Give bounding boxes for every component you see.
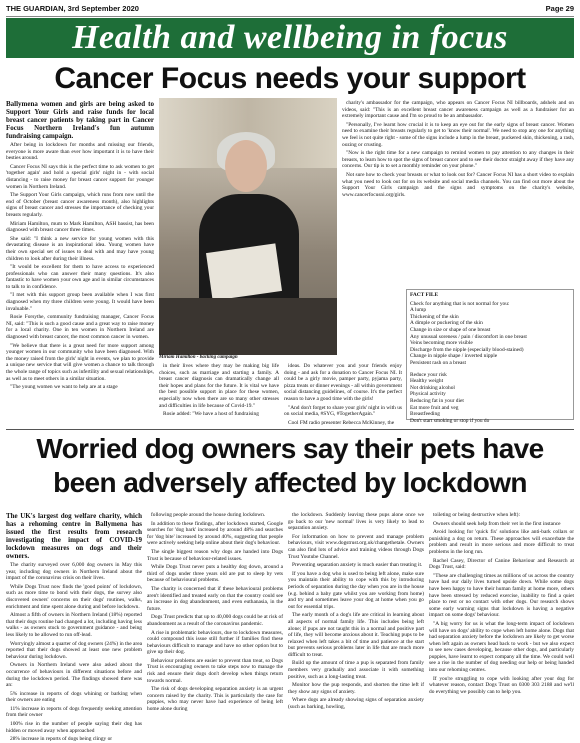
story1-paragraph: charity's ambassador for the campaign, who appears on Cancer Focus NI billboards, adshels and on videos, said: "This is an excellent breast cancer awareness campaign as well as a fundraiser for an extremely important cause and I'm so proud to be an ambassador. [342, 100, 574, 120]
fact-file-item: Thickening of the skin [410, 313, 459, 320]
story2-paragraph: Preventing separation anxiety is much easier than treating it. [292, 562, 423, 569]
story2-paragraph: 5% increase in reports of dogs whining or barking when their owners are eating [6, 690, 142, 704]
photo-table [159, 298, 337, 355]
story1-lead: Ballymena women and girls are being asked to Support Your Girls and raise funds for local breast cancer patients by taking part in Cancer Focus Northern Ireland's fun autumn fundraising campaign. [6, 100, 154, 140]
story1-column-3 [284, 363, 402, 426]
story1-column-4 [342, 100, 574, 286]
photo-face [225, 140, 267, 192]
story1-paragraph: "We believe that there is a great need for more support among younger women in our community who have been diagnosed. With the money raised from the girls' night in events, we plan to provide a unique new service that will give women a chance to talk through the whole range of topics such as infertility and sexual relationships, as well as to meet others in a similar situation. [6, 342, 154, 382]
story2-paragraph: Behaviour problems are easier to prevent than treat, so Dogs Trust is encouraging owners to take steps now to manage the risk and ensure their dogs don't develop when things return towards normal. [147, 657, 283, 684]
fact-file-item: Change in nipple shape / inverted nipple [410, 353, 498, 360]
story1-paragraph: The Support Your Girls campaign, which runs from now until the end of October (breast cancer awareness month), also highlights signs of breast cancer and stresses the importance of checking your breasts regularly. [6, 192, 154, 218]
story1-paragraph: Cool FM radio presenter Rebecca McKinney, the [288, 419, 395, 426]
fact-file-item: Veins becoming more visible [410, 340, 473, 347]
story1-paragraph: She said: "I think a new service for young women with this devastating disease is an inspirational idea. Young women have their own special set of issues to deal with and may have young children to look after during their illness. [6, 235, 154, 262]
story1-paragraph: "Personally, I've learnt how crucial it is to keep an eye out for the early signs of breast cancer. Women need to examine their breasts regularly to get to 'know their normal'. We need to stop any one for anything we feel is not quite right - some of the signs include a lump in the breast, puckered skin, thickening, a rash, oozing or crusting. [342, 121, 574, 148]
story2-paragraph: "A big worry for us is what the long-term impact of lockdown will have on dogs' ability to cope when left home alone. Dogs that had separation anxiety before the lockdown are likely to get worse when left again as owners head back to work - but we also expect to see new cases developing, because other dogs, and particularly puppies, have learnt to expect company all the time. We could well see a rise in the number of dog needing our help or being handed into our rehoming centres. [429, 620, 574, 674]
story2-paragraph: In addition to these findings, after lockdown started, Google searches for 'dog bark' increased by around 48% and searches for 'dog bite' increased by around 40%, suggesting that people were actively seeking help online about their dog's behaviour. [147, 520, 283, 547]
story2-paragraph: the lockdown. Suddenly leaving these pups alone once we go back to our 'new normal' lives is very likely to lead to separation anxiety. [288, 512, 424, 532]
story1-paragraph: in their lives where they may be making big life choices, such as marriage and starting a family. A breast cancer diagnosis can dramatically change all their hopes and plans for the future. It is vital we have the best possible support in place for these women, especially now when there are so many other stresses and difficulties in life because of Covid-19." [159, 363, 279, 409]
fact-file-intro: Check for anything that is not normal for you: [410, 300, 510, 307]
miriam-hamilton-photo [159, 98, 337, 355]
fact-file-box [406, 289, 574, 424]
fact-file-item: Physical activity [410, 391, 446, 398]
story1-paragraph: "It would be excellent for them to have access to experienced professionals who can answer their many questions. It's also fantastic to have women your own age and in similar circumstances to talk to in confidence. [6, 264, 154, 290]
story1-paragraph: Cancer Focus NI says this is the perfect time to ask women to get 'together again' and hold a special girls' night in - with social distancing - to raise money for breast cancer support for younger women in Northern Ireland. [6, 163, 154, 190]
story2-column-3 [288, 512, 424, 734]
story2-paragraph: The charity is concerned that if these behavioural problems aren't identified and treated early on that the country could see an increase in dog abandonment, and even euthanasia, in the future. [147, 585, 283, 612]
story2-paragraph: Almost a fifth of owners in Northern Ireland (18%) reported that their dogs routine had changed a lot, including having less walks - as owners stuck to government guidance - and being less likely to be allowed to run off-lead. [6, 612, 142, 638]
masthead-date: THE GUARDIAN, 3rd September 2020 [6, 4, 139, 13]
story2-paragraph: Build up the amount of time a pup is separated from family members very gradually and associate it with something positive, such as a long-lasting treat. [288, 660, 424, 680]
fact-file-item: Don't start smoking or stop if you do [410, 417, 490, 424]
photo-caption: Miriam Hamilton - backing campaign [159, 355, 238, 360]
page-number: Page 29 [545, 4, 574, 13]
story2-column-4 [429, 512, 574, 734]
story2-paragraph: Where dogs are already showing signs of separation anxiety (such as barking, howling, [288, 697, 424, 711]
fact-file-item: Discharge from the nipple (especially blood-stained) [410, 346, 524, 353]
story2-paragraph: If you're struggling to cope with looking after your dog for whatever reason, contact Dogs Trust on 0300 303 2188 and we'll do everything we possibly can to help you. [429, 675, 574, 695]
story2-column-2 [147, 512, 283, 734]
story2-paragraph: A rise in problematic behaviours, due to lockdown measures, could compound this issue still further if families find these behaviours difficult to manage and have no other option but to give up their dog. [147, 629, 283, 656]
story1-paragraph: ideas. Do whatever you and your friends enjoy doing - and ask for a donation to Cancer Focus NI. It could be a girly movie, pamper party, pyjama party, pizza treats or dinner evenings - all within government social distancing guidelines, of course. It's the perfect reason to have a good time with the girls! [284, 363, 402, 402]
story2-paragraph: If you have a dog who is used to being left alone, make sure you maintain their ability to cope with this by introducing periods of separation during the day when you are in the house (e.g. behind a baby gate whilst you are working from home) and try and sometimes leave your dog at home when you go out for essential trips. [288, 570, 424, 610]
story1-paragraph: Rosie added: "We have a host of fundraising [163, 411, 259, 418]
fact-file-item: A dimple or puckering of the skin [410, 320, 483, 327]
photo-magazine [206, 243, 282, 300]
page-header [6, 4, 574, 17]
story-divider [6, 429, 574, 430]
story2-column-1 [6, 512, 142, 743]
fact-file-item: Eat more fruit and veg [410, 404, 459, 411]
story2-paragraph: For information on how to prevent and manage problem behaviours, visit www.dogstrust.org.uk/changethetale. Owners can also find lots of advice and training videos through Dogs Trust Youtube Channel. [288, 533, 424, 560]
story2-paragraph: The single biggest reason why dogs are handed into Dogs Trust is because of behaviour-related issues. [147, 548, 283, 562]
fact-file-item: Reduce your risk [410, 371, 447, 378]
story1-paragraph: "And don't forget to share your girls' night in with us on social media, #SYG, #TogetherAgain." [284, 404, 402, 418]
story1-paragraph: Rosie Forsythe, community fundraising manager, Cancer Focus NI, said: "This is such a good cause and a great way to raise money for a local charity. One in ten women in Northern Ireland are diagnosed with breast cancer, the most common cancer in women. [6, 314, 154, 341]
story1-column-2 [159, 363, 279, 426]
story1-paragraph: After being in lockdown for months and missing our friends, everyone is more aware than ever how important it is to have their besties around. [6, 142, 154, 162]
story2-paragraph: Worryingly almost a quarter of dog owners (24%) in the area reported that their dogs showed at least one new problem behaviour during lockdown. [6, 640, 142, 660]
story2-headline: Worried dog owners say their pets have been adversely affected by lockdown [36, 433, 544, 498]
story1-column-1 [6, 100, 154, 426]
fact-file-item: A lump [410, 307, 427, 314]
story2-paragraph: Owners should seek help from their vet in the first instance [433, 520, 561, 527]
story2-paragraph: While Dogs Trust now finds the 'good points' of lockdown, such as more time to bond with their dogs, the survey also discovered owners' concerns on their dogs' routines, walks, enrichment and time spent alone during and before lockdown. [6, 583, 142, 610]
fact-file-item: Reducing fat in your diet [410, 397, 464, 404]
fact-file-item: Persistent rash on a breast [410, 359, 466, 366]
fact-file-title: FACT FILE [410, 292, 439, 298]
story2-paragraph: While Dogs Trust never puts a healthy dog down, around a third of dogs under three years old are put to sleep by vets because of behavioural problems. [147, 564, 283, 584]
fact-file-item: Healthy weight [410, 378, 444, 385]
story1-headline: Cancer Focus needs your support [54, 62, 526, 95]
story2-paragraph: "These are challenging times as millions of us across the country have had our daily lives turned upside down. While some dogs have been happy to have their human family at home more, others have been stressed by reduced exercise, inability to find a quiet place to rest or no contact with other dogs. Our research shows some early warning signs that lockdown is having a negative impact on some dogs' behaviour. [429, 572, 574, 619]
story2-paragraph: 100% rise in the number of people saying their dog has hidden or moved away when approached [6, 721, 142, 734]
story2-paragraph: The risk of dogs developing separation anxiety is an urgent concern raised by the charity. This is particularly the case for puppies, who may never have had experience of being left home alone during [147, 686, 283, 713]
story2-paragraph: Dogs Trust predicts that up to 40,000 dogs could be at risk of abandonment as a result of the coronavirus pandemic. [147, 614, 283, 627]
story2-paragraph: The charity surveyed over 6,000 dog owners in May this year, including dog owners in Northern Ireland about the impact of the coronavirus crisis on their lives. [6, 562, 142, 582]
story2-lead: The UK's largest dog welfare charity, which has a rehoming centre in Ballymena has issued the first results from research investigating the impact of COVID-19 lockdown measures on dogs and their owners. [6, 512, 142, 560]
fact-file-item: Change in size or shape of one breast [410, 326, 491, 333]
story1-paragraph: "The young women we want to help are at a stage [10, 384, 118, 391]
story1-paragraph: "I met with this support group been available when I was first diagnosed when my three children were young. It would have been invaluable." [6, 292, 154, 312]
story2-paragraph: The early month of a dog's life are critical in learning about all aspects of normal family life. This includes being left alone; if pups are not taught this in a normal and positive part of life, they will become anxious about it. Teaching pups to be relaxed when left takes a bit of time and patience at the start but prevents serious problems later in life that are much more difficult to treat. [288, 612, 424, 658]
section-banner: Health and wellbeing in focus [6, 18, 574, 58]
story1-paragraph: Not sure how to check your breasts or what to look out for? Cancer Focus NI has a short video to explain what you need to look out for on its website and social media channels. You can find out more about the Support Your Girls campaign and the signs and symptoms on the charity's website, www.cancerfocusni.org/girls. [342, 171, 574, 198]
story2-paragraph: 11% increase in reports of dogs frequently seeking attention from their owner [6, 705, 142, 719]
story2-paragraph: Owners in Northern Ireland were also asked about the occurrence of behaviours in different situations before and during the lockdown period. The findings showed there was an: [6, 662, 142, 689]
fact-file-item: Breastfeeding [410, 411, 440, 418]
fact-file-item: Not drinking alcohol [410, 384, 455, 391]
story2-paragraph: 28% increase in reports of dogs being clingy or [10, 736, 113, 743]
story2-paragraph: toileting or being destructive when left): [433, 512, 520, 518]
story2-paragraph: Monitor how the pup responds, and shorten the time left if they show any signs of anxiety. [288, 682, 424, 695]
story1-paragraph: Miriam Hamilton, mum to Mark Hamilton, ASH bassist, has been diagnosed with breast cancer three times. [6, 220, 154, 234]
story2-paragraph: following people around the house during lockdown. [151, 512, 266, 518]
story2-paragraph: Avoid looking for 'quick fix' solutions like anti-bark collars or punishing a dog on return. These approaches will exacerbate the problem and result in more serious and more difficult to treat problems in the long run. [429, 529, 574, 555]
story2-paragraph: Rachel Casey, Director of Canine Behaviour and Research at Dogs Trust, said: [429, 557, 574, 571]
story1-paragraph: "Now is the right time for a new campaign to remind women to pay attention to any changes in their breasts, to learn how to spot the signs of breast cancer and to see their doctor straight away if they have any concerns. Our tip is to set a monthly reminder on your phone." [342, 150, 574, 170]
fact-file-item: Any unusual soreness / pain / discomfort in one breast [410, 333, 527, 340]
